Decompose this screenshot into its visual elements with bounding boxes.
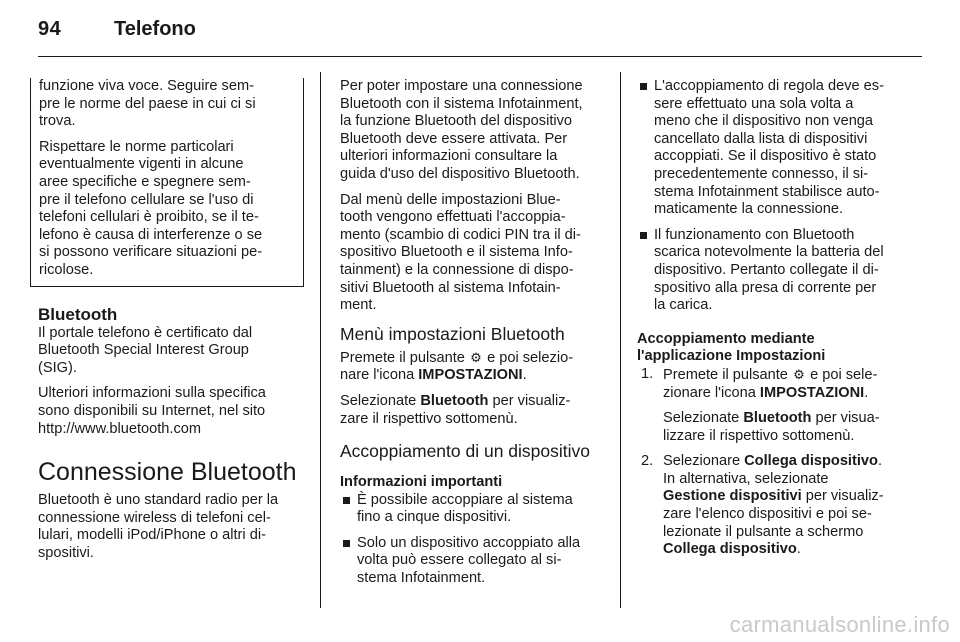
step-1: 1. Premete il pulsante ⚙ e poi sele- zionare l'icona IMPOSTAZIONI.	[641, 365, 878, 401]
list-item: L'accoppiamento di regola deve es- sere effettuato una sola volta a meno che il dispositivo non venga cancellato dalla lista di dispositivi accoppiati. Se il dispositivo è stato precedentemente connesso, il si- stema Infotainment stabilisce auto- maticamente la connessione.	[637, 78, 903, 219]
column-2	[340, 78, 606, 596]
list-item: Il funzionamento con Bluetooth scarica notevolmente la batteria del dispositivo. Pertanto collegate il di- spositivo alla presa di corrente per la carica.	[637, 227, 903, 315]
step-2: 2. Selezionare Collega dispositivo. In alternativa, selezionate Gestione dispositivi per visualiz- zare l'elenco dispositivi e poi se- lezionate il pulsante a schermo Collega dispositivo.	[641, 453, 884, 558]
app-pairing-heading: Accoppiamento mediante l'applicazione Impostazioni	[637, 330, 826, 365]
bluetooth-heading: Bluetooth	[38, 304, 118, 324]
chapter-title: Telefono	[114, 18, 196, 40]
watermark: carmanualsonline.info	[729, 612, 950, 637]
warning-text-2: Rispettare le norme particolari eventualmente vigenti in alcune aree specifiche e spegnere sem- pre il telefono cellulare se l'uso di telefoni cellulari è proibito, se il te- lefono è causa di interferenze o se si possono verificare situazioni pe- ricolose.	[39, 138, 263, 278]
warning-box	[30, 78, 304, 287]
header-divider	[38, 56, 922, 57]
menu-instruction-1: Premete il pulsante ⚙ e poi selezio- nare l'icona IMPOSTAZIONI.	[340, 349, 574, 384]
page-header	[38, 18, 922, 54]
warning-text-1: funzione viva voce. Seguire sem- pre le norme del paese in cui ci si trova.	[39, 78, 256, 130]
gear-icon: ⚙	[793, 366, 805, 382]
bluetooth-paragraph-1: Il portale telefono è certificato dal Bluetooth Special Interest Group (SIG).	[38, 324, 253, 376]
step-1-detail: Selezionate Bluetooth per visua- lizzare il rispettivo sottomenù.	[663, 410, 880, 444]
column-1	[38, 78, 302, 570]
important-info-heading: Informazioni importanti	[340, 474, 503, 491]
setup-paragraph: Per poter impostare una connessione Bluetooth con il sistema Infotainment, la funzione Bluetooth del dispositivo Bluetooth deve essere attivata. Per ulteriori informazioni consultare la guida d'uso del dispositivo Bluetooth.	[340, 78, 583, 182]
column-divider-1	[320, 72, 321, 608]
pairing-heading: Accoppiamento di un dispositivo	[340, 441, 591, 462]
menu-heading: Menù impostazioni Bluetooth	[340, 323, 565, 344]
list-item: È possibile accoppiare al sistema fino a cinque dispositivi.	[340, 492, 606, 527]
gear-icon: ⚙	[470, 349, 482, 365]
column-3	[637, 78, 903, 567]
connection-heading: Connessione Bluetooth	[38, 458, 297, 487]
page-number: 94	[38, 18, 62, 40]
column-divider-2	[620, 72, 621, 608]
connection-paragraph: Bluetooth è uno standard radio per la connessione wireless di telefoni cel- lulari, modelli iPod/iPhone o altri di- spositivi.	[38, 492, 279, 561]
menu-instruction-2: Selezionate Bluetooth per visualiz- zare il rispettivo sottomenù.	[340, 392, 571, 427]
list-item: Solo un dispositivo accoppiato alla volta può essere collegato al si- stema Infotainment.	[340, 535, 606, 588]
bluetooth-url-link[interactable]: http://www.bluetooth.com	[38, 420, 202, 437]
bluetooth-paragraph-2: Ulteriori informazioni sulla specifica sono disponibili su Internet, nel sito http://www.bluetooth.com	[38, 385, 266, 437]
menu-paragraph: Dal menù delle impostazioni Blue- tooth vengono effettuati l'accoppia- mento (scambio di codici PIN tra il di- spositivo Bluetooth e il sistema Info- tainment) e la connessione di dispo- sitivi Bluetooth al sistema Infotain- ment.	[340, 191, 581, 314]
